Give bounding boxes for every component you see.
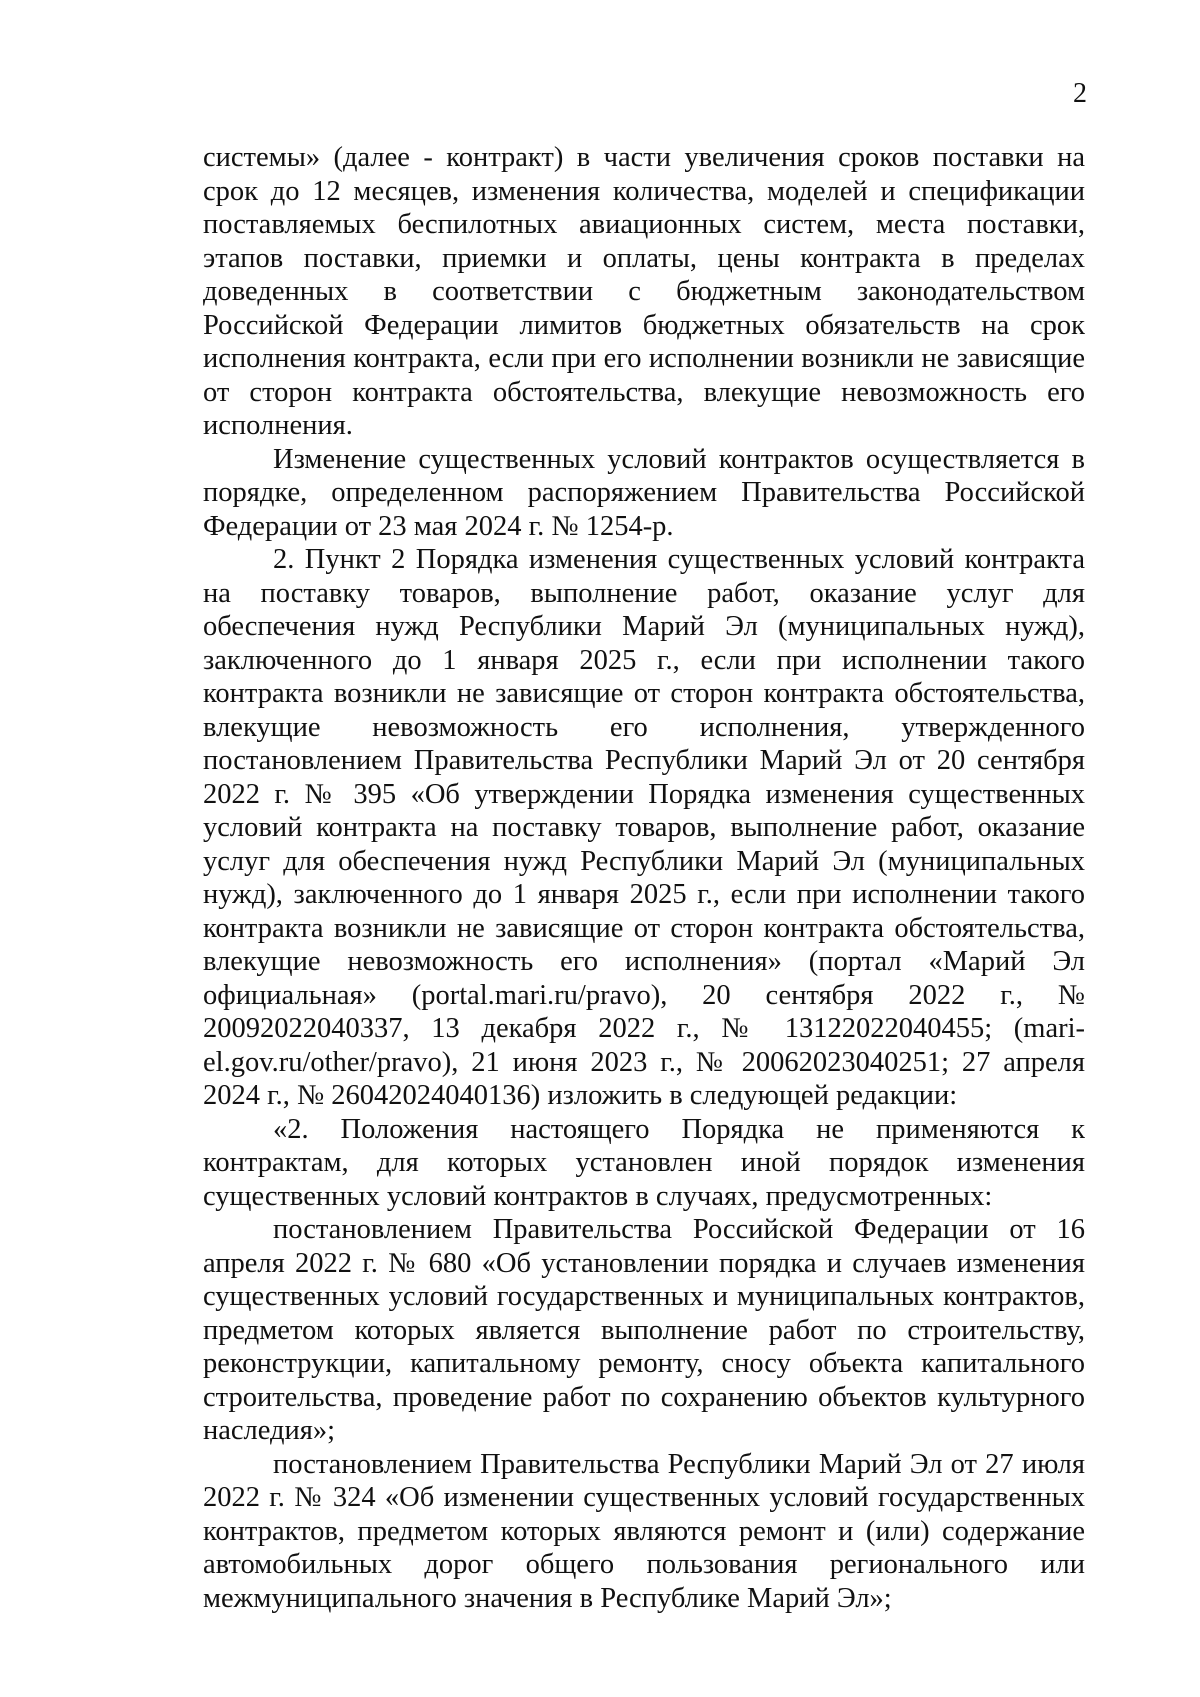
paragraph-procedure-reference: Изменение существенных условий контрактов осуществляется в порядке, определенном распоряжением Правительства Российской Федерации от 23 мая 2024 г. № 1254-р. — [203, 443, 1085, 542]
page-number: 2 — [1073, 78, 1087, 109]
paragraph-federal-decree-680: постановлением Правительства Российской Федерации от 16 апреля 2022 г. № 680 «Об установлении порядка и случаев изменения существенных условий государственных и муниципальных контрактов, предметом которых является выполнение работ по строительству, реконструкции, капитальному ремонту, сносу объекта капитального строительства, проведение работ по сохранению объектов культурного наследия»; — [203, 1214, 1085, 1446]
document-body — [203, 141, 1085, 1615]
paragraph-new-clause-2: «2. Положения настоящего Порядка не применяются к контрактам, для которых установлен иной порядок изменения существенных условий контрактов в случаях, предусмотренных: — [203, 1113, 1085, 1212]
paragraph-contract-continuation: системы» (далее - контракт) в части увеличения сроков поставки на срок до 12 месяцев, изменения количества, моделей и спецификации поставляемых беспилотных авиационных систем, места поставки, этапов поставки, приемки и оплаты, цены контракта в пределах доведенных в соответствии с бюджетным законодательством Российской Федерации лимитов бюджетных обязательств на срок исполнения контракта, если при его исполнении возникли не зависящие от сторон контракта обстоятельства, влекущие невозможность его исполнения. — [203, 142, 1085, 441]
paragraph-item-2-amendment: 2. Пункт 2 Порядка изменения существенных условий контракта на поставку товаров, выполнение работ, оказание услуг для обеспечения нужд Республики Марий Эл (муниципальных нужд), заключенного до 1 января 2025 г., если при исполнении такого контракта возникли не зависящие от сторон контракта обстоятельства, влекущие невозможность его исполнения, утвержденного постановлением Правительства Республики Марий Эл от 20 сентября 2022 г. № 395 «Об утверждении Порядка изменения существенных условий контракта на поставку товаров, выполнение работ, оказание услуг для обеспечения нужд Республики Марий Эл (муниципальных нужд), заключенного до 1 января 2025 г., если при исполнении такого контракта возникли не зависящие от сторон контракта обстоятельства, влекущие невозможность его исполнения» (портал «Марий Эл официальная» (portal.mari.ru/pravo), 20 сентября 2022 г., № 20092022040337, 13 декабря 2022 г., № 13122022040455; (mari-el.gov.ru/other/pravo), 21 июня 2023 г., № 20062023040251; 27 апреля 2024 г., № 26042024040136) изложить в следующей редакции: — [203, 544, 1085, 1111]
paragraph-regional-decree-324: постановлением Правительства Республики Марий Эл от 27 июля 2022 г. № 324 «Об изменении существенных условий государственных контрактов, предметом которых являются ремонт и (или) содержание автомобильных дорог общего пользования регионального или межмуниципального значения в Республике Марий Эл»; — [203, 1448, 1085, 1614]
